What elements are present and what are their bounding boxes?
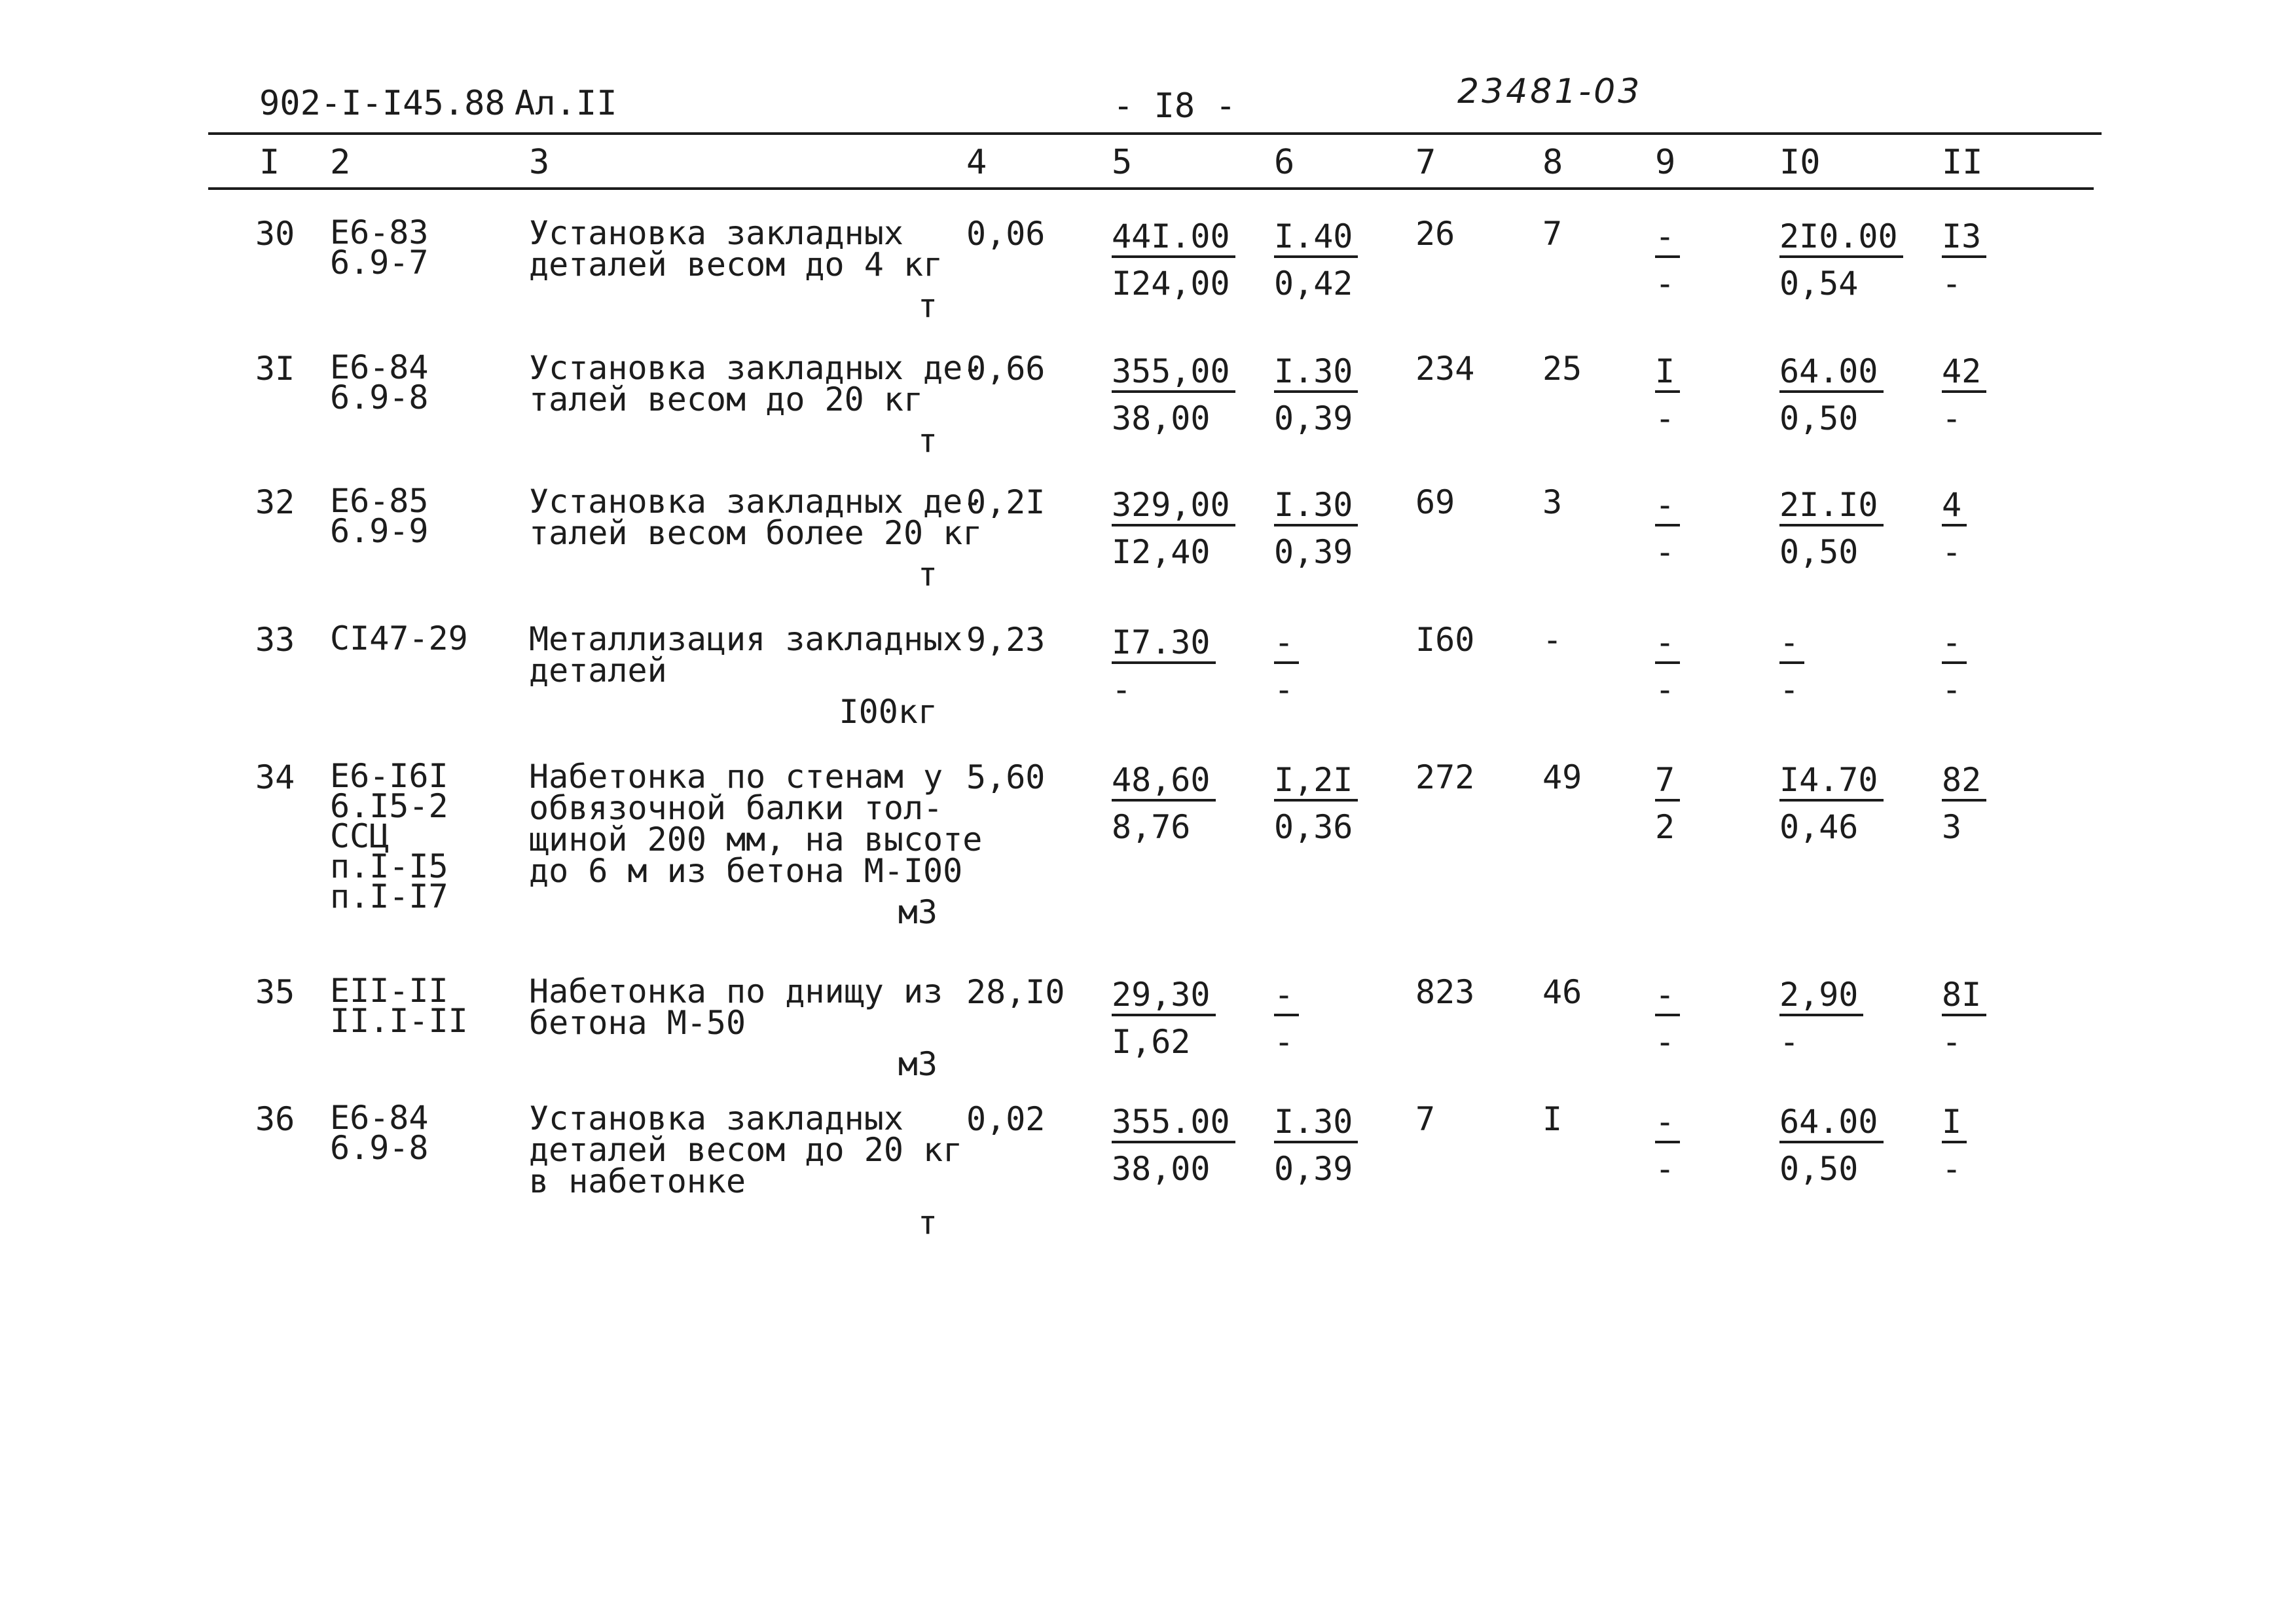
- work-description: [529, 620, 963, 690]
- c5-fraction: [1112, 217, 1235, 303]
- c10-bottom-value: -: [1779, 1023, 1800, 1061]
- c6-bottom-value: 0,36: [1274, 808, 1353, 846]
- c6-bottom-value: 0,39: [1274, 1150, 1353, 1188]
- norm-code-line: CI47-29: [330, 619, 468, 657]
- column-header-8: 8: [1542, 143, 1563, 182]
- c11-top-value: I3: [1942, 220, 1986, 258]
- c5-bottom-value: I,62: [1112, 1023, 1191, 1061]
- norm-code: [330, 972, 468, 1040]
- norm-code: [330, 348, 429, 416]
- c8-value: 25: [1542, 350, 1582, 388]
- c6-top-value: I.30: [1274, 355, 1358, 393]
- norm-code: [330, 619, 468, 657]
- c6-fraction: [1274, 217, 1358, 303]
- column-header-6: 6: [1274, 143, 1295, 182]
- work-description-line: Установка закладных де-: [529, 349, 983, 387]
- c5-fraction: [1112, 352, 1235, 435]
- c5-top-value: 29,30: [1112, 978, 1216, 1016]
- work-description: [529, 1099, 963, 1200]
- work-description-line: Набетонка по днищу из: [529, 972, 943, 1010]
- c8-value: 3: [1542, 483, 1563, 521]
- quantity: 28,I0: [966, 973, 1065, 1011]
- work-description-line: бетона М-50: [529, 1004, 746, 1042]
- work-description-line: талей весом до 20 кг: [529, 380, 924, 418]
- page-number: - I8 -: [1113, 86, 1236, 126]
- c9-top-value: 7: [1655, 764, 1680, 802]
- c8-value: 49: [1542, 758, 1582, 796]
- c11-fraction: [1942, 976, 1986, 1061]
- work-description-line: деталей весом до 4 кг: [529, 246, 943, 284]
- c9-bottom-value: -: [1655, 399, 1675, 437]
- c5-bottom-value: 38,00: [1112, 1150, 1211, 1188]
- column-header-4: 4: [966, 143, 987, 182]
- work-description-line: деталей весом до 20 кг: [529, 1131, 963, 1169]
- c9-bottom-value: 2: [1655, 808, 1675, 846]
- work-description: [529, 972, 943, 1042]
- work-description-line: Набетонка по стенам у: [529, 758, 943, 796]
- c9-bottom-value: -: [1655, 1150, 1675, 1188]
- work-description-line: обвязочной балки тол-: [529, 789, 943, 827]
- c10-fraction: [1779, 761, 1884, 846]
- c6-fraction: [1274, 761, 1358, 846]
- work-description: [529, 214, 943, 284]
- unit-of-measure: м3: [898, 893, 938, 931]
- c9-fraction: [1655, 486, 1680, 571]
- c9-fraction: [1655, 352, 1680, 435]
- c6-fraction: [1274, 623, 1299, 709]
- c11-top-value: -: [1942, 626, 1967, 664]
- c5-bottom-value: -: [1112, 671, 1132, 709]
- c9-top-value: -: [1655, 1105, 1680, 1143]
- c5-top-value: I7.30: [1112, 626, 1216, 664]
- quantity: 0,2I: [966, 483, 1046, 521]
- c10-fraction: [1779, 352, 1884, 435]
- c5-fraction: [1112, 623, 1216, 709]
- work-description: [529, 349, 983, 418]
- unit-of-measure: м3: [898, 1045, 938, 1083]
- quantity: 0,02: [966, 1100, 1046, 1138]
- norm-code-line: 6.9-8: [330, 378, 429, 416]
- c7-value: 69: [1415, 483, 1455, 521]
- c6-bottom-value: -: [1274, 1023, 1294, 1061]
- c10-bottom-value: 0,54: [1779, 265, 1859, 303]
- c5-top-value: 329,00: [1112, 489, 1235, 526]
- norm-code-line: E6-84: [330, 1099, 429, 1137]
- c5-top-value: 44I.00: [1112, 220, 1235, 258]
- c5-fraction: [1112, 486, 1235, 571]
- c9-top-value: -: [1655, 626, 1680, 664]
- c10-top-value: I4.70: [1779, 764, 1884, 802]
- c10-bottom-value: 0,50: [1779, 1150, 1859, 1188]
- c9-top-value: -: [1655, 220, 1680, 258]
- c10-bottom-value: 0,46: [1779, 808, 1859, 846]
- row-number: 35: [255, 973, 295, 1011]
- norm-code: [330, 757, 448, 915]
- c11-top-value: I: [1942, 1105, 1967, 1143]
- work-description: [529, 758, 983, 890]
- c11-fraction: [1942, 486, 1967, 571]
- c11-bottom-value: -: [1942, 533, 1962, 571]
- c7-value: 234: [1415, 350, 1475, 388]
- work-description-line: Установка закладных: [529, 1099, 903, 1137]
- norm-code-line: E6-I6I: [330, 757, 448, 795]
- c9-bottom-value: -: [1655, 671, 1675, 709]
- c10-top-value: 2,90: [1779, 978, 1863, 1016]
- c5-top-value: 355,00: [1112, 355, 1235, 393]
- unit-of-measure: т: [917, 422, 938, 460]
- c9-bottom-value: -: [1655, 1023, 1675, 1061]
- c9-top-value: -: [1655, 978, 1680, 1016]
- c6-bottom-value: 0,42: [1274, 265, 1353, 303]
- unit-of-measure: т: [917, 1204, 938, 1242]
- c11-top-value: 8I: [1942, 978, 1986, 1016]
- c5-bottom-value: 38,00: [1112, 399, 1211, 437]
- norm-code-line: п.I-I5: [330, 847, 448, 885]
- norm-code: [330, 213, 429, 282]
- c6-fraction: [1274, 976, 1299, 1061]
- column-header-5: 5: [1112, 143, 1133, 182]
- norm-code: [330, 482, 429, 550]
- c5-top-value: 48,60: [1112, 764, 1216, 802]
- c6-top-value: I.40: [1274, 220, 1358, 258]
- c10-fraction: [1779, 976, 1863, 1061]
- c7-value: I60: [1415, 621, 1475, 659]
- c6-bottom-value: 0,39: [1274, 399, 1353, 437]
- column-header-3: 3: [529, 143, 550, 182]
- c8-value: 46: [1542, 973, 1582, 1011]
- column-header-10: I0: [1779, 143, 1821, 182]
- work-description-line: деталей: [529, 652, 667, 690]
- c10-top-value: 64.00: [1779, 355, 1884, 393]
- c11-fraction: [1942, 352, 1986, 435]
- norm-code-line: EII-II: [330, 972, 448, 1010]
- c10-top-value: 2I0.00: [1779, 220, 1903, 258]
- norm-code-line: E6-83: [330, 213, 429, 251]
- row-number: 3I: [255, 350, 295, 388]
- c7-value: 823: [1415, 973, 1475, 1011]
- work-description-line: Установка закладных де-: [529, 483, 983, 521]
- c7-value: 7: [1415, 1100, 1436, 1138]
- handwritten-number: 23481-03: [1457, 72, 1643, 111]
- c6-fraction: [1274, 486, 1358, 571]
- work-description-line: Установка закладных: [529, 214, 903, 252]
- c5-bottom-value: I24,00: [1112, 265, 1230, 303]
- norm-code-line: E6-85: [330, 482, 429, 520]
- work-description-line: щиной 200 мм, на высоте: [529, 821, 983, 858]
- norm-code-line: 6.I5-2: [330, 787, 448, 825]
- c10-bottom-value: -: [1779, 671, 1800, 709]
- c10-fraction: [1779, 1103, 1884, 1188]
- c6-bottom-value: 0,39: [1274, 533, 1353, 571]
- column-header-11: II: [1942, 143, 1983, 182]
- c10-fraction: [1779, 217, 1903, 303]
- c6-top-value: I.30: [1274, 1105, 1358, 1143]
- c10-top-value: 2I.I0: [1779, 489, 1884, 526]
- c11-top-value: 82: [1942, 764, 1986, 802]
- work-description-line: в набетонке: [529, 1162, 746, 1200]
- c11-top-value: 42: [1942, 355, 1986, 393]
- work-description-line: талей весом более 20 кг: [529, 514, 983, 552]
- norm-code-line: п.I-I7: [330, 877, 448, 915]
- c6-fraction: [1274, 1103, 1358, 1188]
- unit-of-measure: т: [917, 555, 938, 593]
- c5-bottom-value: 8,76: [1112, 808, 1191, 846]
- column-header-7: 7: [1415, 143, 1436, 182]
- norm-code-line: 6.9-8: [330, 1129, 429, 1167]
- c11-bottom-value: -: [1942, 1023, 1962, 1061]
- c11-top-value: 4: [1942, 489, 1967, 526]
- quantity: 9,23: [966, 621, 1046, 659]
- c9-top-value: -: [1655, 489, 1680, 526]
- work-description: [529, 483, 983, 552]
- header-bottom-rule: [208, 187, 2094, 190]
- work-description-line: до 6 м из бетона М-I00: [529, 852, 963, 890]
- unit-of-measure: I00кг: [839, 693, 938, 731]
- row-number: 36: [255, 1100, 295, 1138]
- c11-fraction: [1942, 1103, 1967, 1188]
- quantity: 5,60: [966, 758, 1046, 796]
- c10-fraction: [1779, 486, 1884, 571]
- c6-top-value: I,2I: [1274, 764, 1358, 802]
- c10-bottom-value: 0,50: [1779, 399, 1859, 437]
- column-header-2: 2: [330, 143, 351, 182]
- c10-top-value: -: [1779, 626, 1804, 664]
- c7-value: 272: [1415, 758, 1475, 796]
- c5-fraction: [1112, 1103, 1235, 1188]
- document-code: 902-I-I45.88: [259, 84, 505, 123]
- c5-top-value: 355.00: [1112, 1105, 1235, 1143]
- header-top-rule: [208, 132, 2102, 135]
- c11-fraction: [1942, 623, 1967, 709]
- norm-code-line: E6-84: [330, 348, 429, 386]
- c6-top-value: -: [1274, 978, 1299, 1016]
- unit-of-measure: т: [917, 287, 938, 325]
- c10-bottom-value: 0,50: [1779, 533, 1859, 571]
- c8-value: 7: [1542, 215, 1563, 253]
- c9-fraction: [1655, 623, 1680, 709]
- row-number: 33: [255, 621, 295, 659]
- c10-top-value: 64.00: [1779, 1105, 1884, 1143]
- c6-top-value: -: [1274, 626, 1299, 664]
- c11-fraction: [1942, 217, 1986, 303]
- c9-fraction: [1655, 217, 1680, 303]
- c6-bottom-value: -: [1274, 671, 1294, 709]
- c5-fraction: [1112, 761, 1216, 846]
- c10-fraction: [1779, 623, 1804, 709]
- c11-bottom-value: -: [1942, 399, 1962, 437]
- norm-code-line: 6.9-7: [330, 244, 429, 282]
- c9-bottom-value: -: [1655, 265, 1675, 303]
- norm-code-line: 6.9-9: [330, 512, 429, 550]
- c8-value: I: [1542, 1100, 1563, 1138]
- c9-fraction: [1655, 761, 1680, 846]
- c9-fraction: [1655, 976, 1680, 1061]
- c9-bottom-value: -: [1655, 533, 1675, 571]
- row-number: 34: [255, 758, 295, 796]
- quantity: 0,06: [966, 215, 1046, 253]
- norm-code: [330, 1099, 429, 1167]
- column-header-9: 9: [1655, 143, 1676, 182]
- c9-fraction: [1655, 1103, 1680, 1188]
- norm-code-line: ССЦ: [330, 817, 390, 855]
- c5-bottom-value: I2,40: [1112, 533, 1211, 571]
- c11-fraction: [1942, 761, 1986, 846]
- row-number: 30: [255, 215, 295, 253]
- row-number: 32: [255, 483, 295, 521]
- c11-bottom-value: -: [1942, 671, 1962, 709]
- c8-value: -: [1542, 621, 1563, 659]
- c11-bottom-value: 3: [1942, 808, 1962, 846]
- work-description-line: Металлизация закладных: [529, 620, 963, 658]
- c6-fraction: [1274, 352, 1358, 435]
- c5-fraction: [1112, 976, 1216, 1061]
- c11-bottom-value: -: [1942, 1150, 1962, 1188]
- sheet-label: Ал.II: [515, 84, 617, 123]
- column-header-1: I: [259, 143, 280, 182]
- c11-bottom-value: -: [1942, 265, 1962, 303]
- c6-top-value: I.30: [1274, 489, 1358, 526]
- c7-value: 26: [1415, 215, 1455, 253]
- c9-top-value: I: [1655, 355, 1680, 393]
- quantity: 0,66: [966, 350, 1046, 388]
- norm-code-line: II.I-II: [330, 1002, 468, 1040]
